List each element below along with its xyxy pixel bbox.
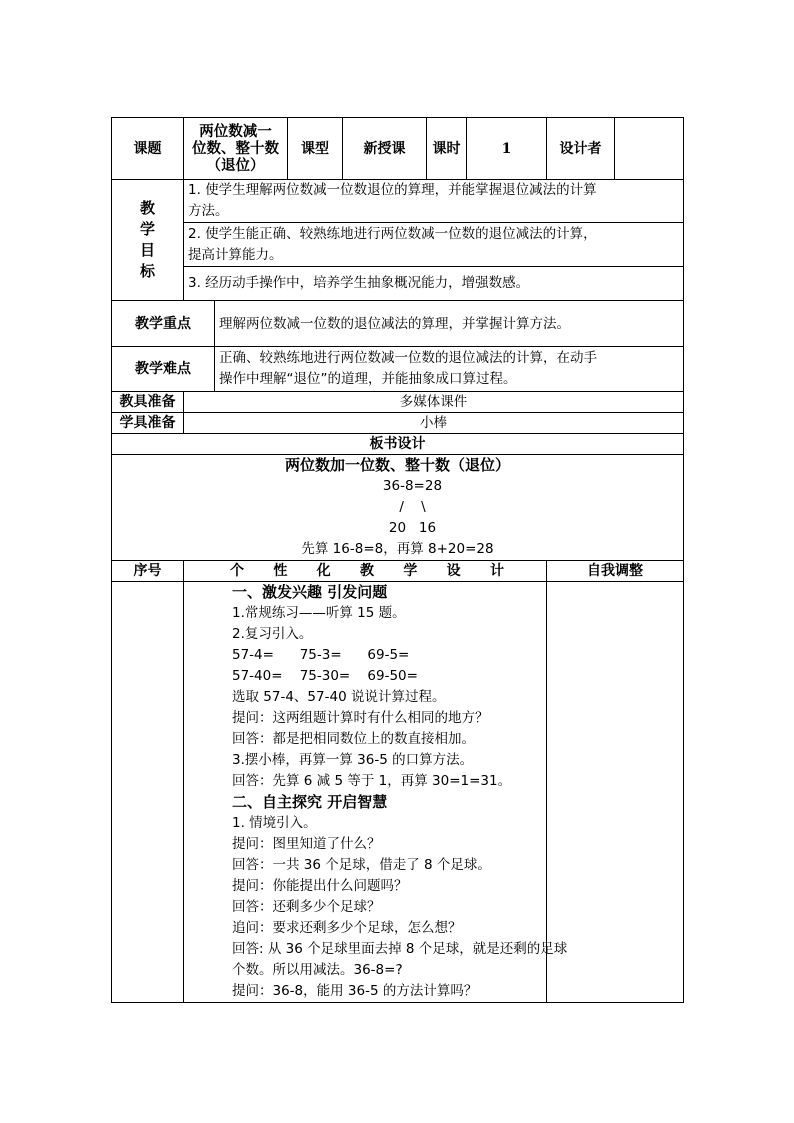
objective-item: 3. 经历动手操作中，培养学生抽象概况能力，增强数感。	[184, 267, 684, 301]
section2-title: 二、自主探究 开启智慧	[232, 793, 388, 811]
board-parts: 20 16	[388, 520, 437, 536]
key-point-label: 教学重点	[112, 301, 215, 347]
index-cell	[112, 582, 184, 1003]
board-title: 两位数加一位数、整十数（退位）	[284, 456, 510, 474]
col-design: 个 性 化 教 学 设 计	[184, 561, 547, 582]
difficulty-label: 教学难点	[112, 347, 215, 392]
teacher-prep-label: 教具准备	[112, 392, 184, 413]
board-branch: / \	[399, 499, 426, 515]
board-explain: 先算 16-8=8，再算 8+20=28	[301, 541, 494, 557]
objective-item: 2. 使学生能正确、较熟练地进行两位数减一位数的退位减法的计算， 提高计算能力。	[184, 223, 684, 267]
section1-title: 一、激发兴趣 引发问题	[232, 583, 388, 601]
type-value: 新授课	[343, 118, 427, 180]
course-label: 课题	[112, 118, 184, 180]
col-index: 序号	[112, 561, 184, 582]
board-label: 板书设计	[112, 434, 684, 455]
design-cell: 一、激发兴趣 引发问题 1.常规练习——听算 15 题。 2.复习引入。 57-4= 75-3= 69-5= 57-40= 75-30= 69-50= 选取 57-4、57-40 说说计算过程。 提问：这两组题计算时有什么相同的地方？ 回答：都是把相同数位上的数直接相加。 3.摆小棒，再算一算 36-5 的口算方法。 回答：先算 6 减 5 等于 1，再算 30=1=31。 二、自主探究 开启智慧 1. 情境引入。 提问：图里知道了什么？ 回答：一共 36 个足球，借走了 8 个足球。 提问：你能提出什么问题吗？ 回答：还剩多少个足球？ 追问：要求还剩多少个足球，怎么想？ 回答: 从 36 个足球里面去掉 8 个足球，就是还剩的足球 个数。所以用减法。36-8=? 提问：36-8，能用 36-5 的方法计算吗？	[184, 582, 547, 1003]
board-content	[112, 455, 684, 561]
board-equation: 36-8=28	[382, 478, 443, 494]
hours-label: 课时	[427, 118, 467, 180]
col-adjust: 自我调整	[547, 561, 684, 582]
course-title: 两位数减一 位数、整十数 （退位）	[184, 118, 288, 180]
teacher-prep-value: 多媒体课件	[184, 392, 684, 413]
lesson-plan-table	[111, 117, 684, 1003]
objective-item: 1. 使学生理解两位数减一位数退位的算理，并能掌握退位减法的计算 方法。	[184, 180, 684, 223]
designer-label: 设计者	[547, 118, 615, 180]
lesson-plan	[111, 117, 683, 1003]
key-point-text: 理解两位数减一位数的退位减法的算理，并掌握计算方法。	[215, 301, 684, 347]
hours-value: 1	[467, 118, 547, 180]
type-label: 课型	[288, 118, 343, 180]
designer-value	[615, 118, 684, 180]
difficulty-text: 正确、较熟练地进行两位数减一位数的退位减法的计算，在动手 操作中理解“退位”的道理，并能抽象成口算过程。	[215, 347, 684, 392]
student-prep-label: 学具准备	[112, 413, 184, 434]
student-prep-value: 小棒	[184, 413, 684, 434]
objectives-label: 教 学 目 标	[112, 180, 184, 301]
